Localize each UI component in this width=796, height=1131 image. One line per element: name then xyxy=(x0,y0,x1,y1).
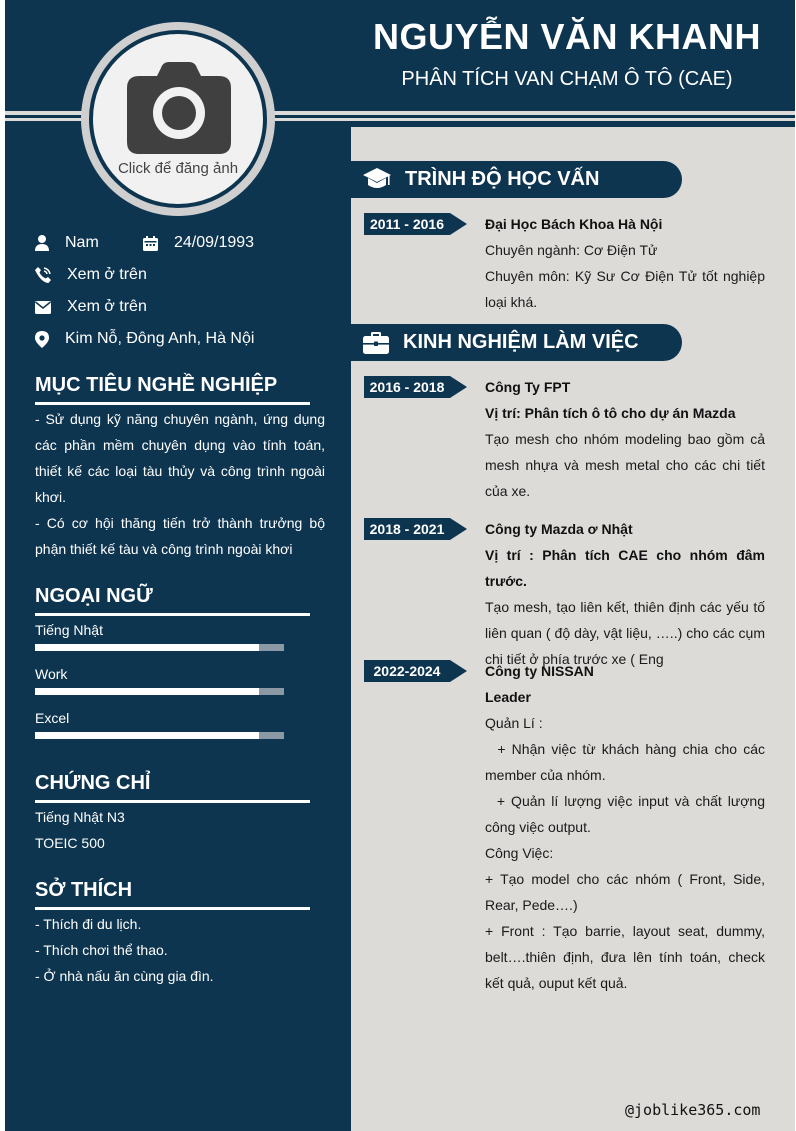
candidate-name: NGUYỄN VĂN KHANH xyxy=(372,16,762,57)
language-name: Excel xyxy=(35,710,70,726)
date-tag-arrow xyxy=(450,213,467,235)
language-level-fill xyxy=(35,732,259,739)
email-value: Xem ở trên xyxy=(67,298,147,315)
experience-period: 2016 - 2018 xyxy=(364,376,450,398)
watermark: @joblike365.com xyxy=(625,1101,761,1119)
avatar-ring xyxy=(89,30,267,208)
education-heading xyxy=(351,161,682,198)
location-pin-icon xyxy=(35,331,49,348)
address-row xyxy=(35,330,254,348)
address-value: Kim Nỗ, Đông Anh, Hà Nội xyxy=(65,330,255,347)
experience-line: + Quản lí lượng việc input và chất lượng công việc output. xyxy=(485,793,769,835)
date-tag-arrow xyxy=(450,660,467,682)
experience-entry xyxy=(485,658,769,996)
hobbies-title: SỞ THÍCH xyxy=(35,879,133,901)
hobbies-rule xyxy=(35,907,310,910)
job-title: PHÂN TÍCH VAN CHẠM Ô TÔ (CAE) xyxy=(401,68,733,90)
experience-period: 2022-2024 xyxy=(364,660,450,682)
experience-heading xyxy=(351,324,682,361)
company-name: Công ty NISSAN xyxy=(485,663,594,679)
camera-icon xyxy=(127,62,231,154)
birthday-value: 24/09/1993 xyxy=(174,234,255,251)
company-name: Công ty Mazda ơ Nhật xyxy=(485,521,633,537)
hobby-item: - Ở nhà nấu ăn cùng gia đìn. xyxy=(35,968,214,984)
education-title: TRÌNH ĐỘ HỌC VẤN xyxy=(405,168,600,190)
experience-line: + Tạo model cho các nhóm ( Front, Side, Rear, Pede….) xyxy=(485,871,765,913)
experience-entry xyxy=(485,374,765,504)
position: Vị trí : Phân tích CAE cho nhóm đâm trước. xyxy=(485,547,765,589)
gender-value: Nam xyxy=(65,234,99,251)
language-level-fill xyxy=(35,644,259,651)
experience-line: Quản Lí : xyxy=(485,715,543,731)
education-line: Chuyên ngành: Cơ Điện Tử xyxy=(485,242,658,258)
envelope-icon xyxy=(35,301,51,314)
education-period: 2011 - 2016 xyxy=(364,213,450,235)
hobby-item: - Thích đi du lịch. xyxy=(35,916,142,932)
graduation-cap-icon xyxy=(363,168,391,192)
calendar-icon xyxy=(143,236,158,251)
education-entry xyxy=(485,211,765,315)
experience-line: + Front : Tạo barrie, layout seat, dummy, belt….thiên định, đưa lên tính toán, check kết quả, ouput kết quả. xyxy=(485,923,765,991)
language-level-bar xyxy=(35,688,284,695)
avatar-upload-button[interactable] xyxy=(93,34,263,204)
certificates-title: CHỨNG CHỈ xyxy=(35,772,151,794)
avatar xyxy=(81,22,275,216)
language-level-bar xyxy=(35,732,284,739)
language-level-bar xyxy=(35,644,284,651)
position: Vị trí: Phân tích ô tô cho dự án Mazda xyxy=(485,405,736,421)
position: Leader xyxy=(485,689,531,705)
gender-row xyxy=(35,234,99,252)
experience-period: 2018 - 2021 xyxy=(364,518,450,540)
objective-text xyxy=(35,406,325,562)
date-tag-arrow xyxy=(450,518,467,540)
certificate-item: Tiếng Nhật N3 xyxy=(35,809,125,825)
experience-entry xyxy=(485,516,765,672)
languages-rule xyxy=(35,613,310,616)
phone-icon xyxy=(35,267,51,283)
phone-row xyxy=(35,266,147,284)
experience-line: Tạo mesh, tạo liên kết, thiên định các yếu tố liên quan ( độ dày, vật liệu, …..) cho các cụm chi tiết ở phía trước xe ( Eng xyxy=(485,599,765,667)
objective-line: - Sử dụng kỹ năng chuyên ngành, ứng dụng các phần mềm chuyên dụng vào tính toán, thiết kế các loại tàu thủy và công trình ngoài khơi. xyxy=(35,411,325,505)
hobby-item: - Thích chơi thể thao. xyxy=(35,942,168,958)
person-icon xyxy=(35,235,49,251)
experience-line: + Nhận việc từ khách hàng chia cho các member của nhóm. xyxy=(485,741,769,783)
objective-line: - Có cơ hội thăng tiến trở thành trưởng bộ phận thiết kế tàu và công trình ngoài khơi xyxy=(35,515,325,557)
phone-value: Xem ở trên xyxy=(67,266,147,283)
birthday-row xyxy=(143,234,254,252)
resume-page xyxy=(5,0,795,1131)
language-name: Work xyxy=(35,666,68,682)
languages-title: NGOẠI NGỮ xyxy=(35,585,153,607)
certificates-rule xyxy=(35,800,310,803)
company-name: Công Ty FPT xyxy=(485,379,571,395)
avatar-caption: Click để đăng ảnh xyxy=(117,160,239,177)
certificate-item: TOEIC 500 xyxy=(35,835,105,851)
experience-line: Công Việc: xyxy=(485,845,554,861)
objective-title: MỤC TIÊU NGHỀ NGHIỆP xyxy=(35,374,278,396)
language-level-fill xyxy=(35,688,259,695)
email-row xyxy=(35,298,147,316)
experience-title: KINH NGHIỆM LÀM VIỆC xyxy=(403,331,639,353)
school-name: Đại Học Bách Khoa Hà Nội xyxy=(485,216,663,232)
language-name: Tiếng Nhật xyxy=(35,622,103,638)
experience-line: Tạo mesh cho nhóm modeling bao gồm cả mesh nhựa và mesh metal cho các chi tiết của xe. xyxy=(485,431,765,499)
objective-rule xyxy=(35,402,310,405)
briefcase-icon xyxy=(363,332,389,354)
date-tag-arrow xyxy=(450,376,467,398)
education-line: Chuyên môn: Kỹ Sư Cơ Điện Tử tốt nghiệp loại khá. xyxy=(485,268,765,310)
